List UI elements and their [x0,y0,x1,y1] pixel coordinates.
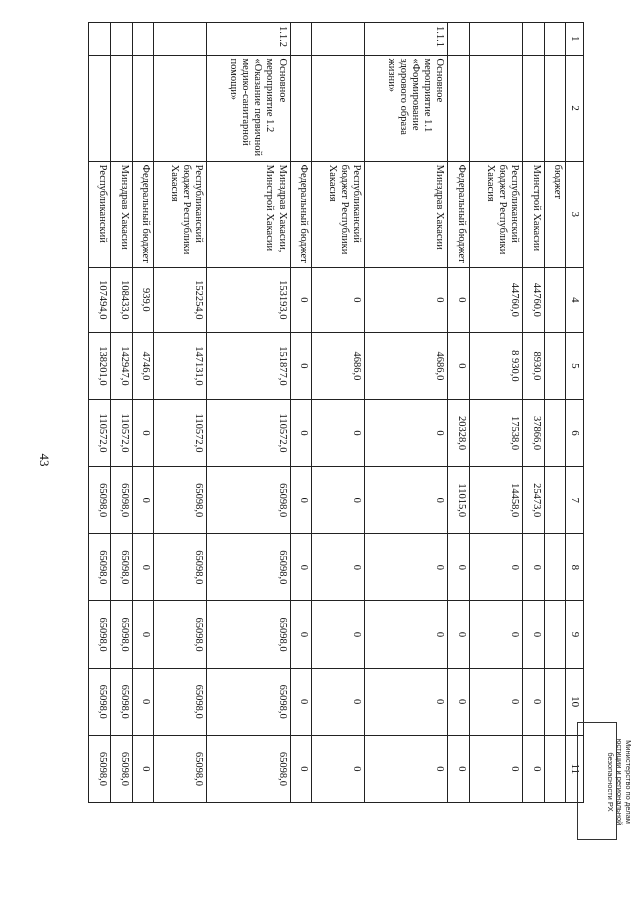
column-header-11: 11 [566,735,584,802]
column-header-8: 8 [566,534,584,601]
table-body [89,23,566,803]
table-cell-c11: 0 [470,735,523,802]
table-cell-c11: 65098,0 [89,735,111,802]
table-cell-c8: 0 [312,534,365,601]
table-cell-c10: 0 [290,668,312,735]
table-cell-c6: 0 [364,399,447,466]
table-cell-c3: Республиканский бюджет Республики Хакасия [154,161,207,267]
table-row [470,23,523,803]
table-cell-c3: Минздрав Хакасии, Минстрой Хакасии [207,161,290,267]
table-cell-c11: 0 [290,735,312,802]
table-cell-c5: 8 930,0 [470,332,523,399]
table-cell-c11: 65098,0 [110,735,132,802]
table-cell-c2 [132,55,154,161]
table-cell-c3: Республиканский бюджет Республики Хакасия [470,161,523,267]
table-cell-c2 [89,55,111,161]
table-cell-c7: 11015,0 [448,467,470,534]
table-cell-c7: 65098,0 [154,467,207,534]
table-cell-c9: 0 [522,601,544,668]
table-cell-c10: 0 [470,668,523,735]
table-cell-c4 [544,267,566,332]
table-cell-c11: 0 [132,735,154,802]
page-number: 43 [37,453,52,467]
table-cell-c2 [522,55,544,161]
table-cell-c4: 0 [290,267,312,332]
table-cell-c3: Федеральный бюджет [290,161,312,267]
table-cell-c1 [544,23,566,56]
table-cell-c9: 0 [312,601,365,668]
table-cell-c8: 0 [290,534,312,601]
table-cell-c6: 17538,0 [470,399,523,466]
table-cell-c4: 153193,0 [207,267,290,332]
table-cell-c10: 65098,0 [110,668,132,735]
table-cell-c11: 0 [312,735,365,802]
table-cell-c1 [312,23,365,56]
table-cell-c10: 0 [132,668,154,735]
table-cell-c7: 0 [364,467,447,534]
table-cell-c2 [544,55,566,161]
table-cell-c5: 4746,0 [132,332,154,399]
table-cell-c7: 25473,0 [522,467,544,534]
table-cell-c3: Федеральный бюджет [448,161,470,267]
table-cell-c5: 4686,0 [364,332,447,399]
table-cell-c4: 107494,0 [89,267,111,332]
column-header-4: 4 [566,267,584,332]
table-cell-c2 [448,55,470,161]
table-cell-c5: 151877,0 [207,332,290,399]
table-cell-c10: 0 [522,668,544,735]
table-cell-c6: 0 [312,399,365,466]
table-cell-c5 [544,332,566,399]
table-cell-c3: Минздрав Хакасии [364,161,447,267]
table-cell-c3: Республиканский бюджет Республики Хакасия [312,161,365,267]
column-header-1: 1 [566,23,584,56]
table-cell-c1 [89,23,111,56]
table-cell-c3: Республиканский [89,161,111,267]
table-cell-c2 [312,55,365,161]
table-cell-c5: 138201,0 [89,332,111,399]
table-cell-c7: 0 [290,467,312,534]
table-cell-c5: 142947,0 [110,332,132,399]
table-cell-c7: 65098,0 [89,467,111,534]
stamp-line-1: Министерство по делам [624,740,633,824]
table-cell-c11: 65098,0 [207,735,290,802]
header-row [566,23,584,803]
table-cell-c11: 0 [448,735,470,802]
table-cell-c4: 0 [364,267,447,332]
table-cell-c6: 37866,0 [522,399,544,466]
table-cell-c10: 65098,0 [207,668,290,735]
table-row [364,23,447,803]
table-row [132,23,154,803]
table-cell-c7: 0 [132,467,154,534]
table-row [312,23,365,803]
table-cell-c3: Федеральный бюджет [132,161,154,267]
table-row [154,23,207,803]
table-cell-c1 [290,23,312,56]
table-cell-c10: 0 [448,668,470,735]
table-row [544,23,566,803]
table-cell-c7: 65098,0 [110,467,132,534]
stamp-line-2: юстиции и региональной [615,738,624,826]
table-cell-c5: 4686,0 [312,332,365,399]
table-cell-c11: 0 [364,735,447,802]
table-cell-c10: 0 [364,668,447,735]
table-cell-c4: 0 [312,267,365,332]
table-cell-c8: 65098,0 [207,534,290,601]
table-cell-c3: Минстрой Хакасии [522,161,544,267]
column-header-7: 7 [566,467,584,534]
table-row [290,23,312,803]
table-cell-c9: 65098,0 [110,601,132,668]
table-cell-c10: 65098,0 [89,668,111,735]
table-cell-c9: 65098,0 [89,601,111,668]
table-cell-c4: 939,0 [132,267,154,332]
table-cell-c3: Минздрав Хакасии [110,161,132,267]
table-cell-c2: Основное мероприятие 1.2 «Оказание первичной медико-санитарной помощи» [207,55,290,161]
table-cell-c8 [544,534,566,601]
table-cell-c2 [154,55,207,161]
table-cell-c8: 65098,0 [154,534,207,601]
table-cell-c4: 108433,0 [110,267,132,332]
table-cell-c8: 0 [448,534,470,601]
table-cell-c2 [290,55,312,161]
column-header-10: 10 [566,668,584,735]
column-header-3: 3 [566,161,584,267]
table-cell-c7: 65098,0 [207,467,290,534]
table-cell-c9: 0 [290,601,312,668]
table-cell-c6: 110572,0 [154,399,207,466]
table-cell-c7: 14458,0 [470,467,523,534]
table-cell-c10 [544,668,566,735]
table-cell-c6 [544,399,566,466]
table-row [89,23,111,803]
table-cell-c8: 65098,0 [89,534,111,601]
table-cell-c9 [544,601,566,668]
table-row [448,23,470,803]
table-cell-c1 [132,23,154,56]
column-header-9: 9 [566,601,584,668]
table-cell-c2 [110,55,132,161]
table-cell-c9: 0 [448,601,470,668]
table-cell-c4: 44760,0 [470,267,523,332]
table-cell-c1 [470,23,523,56]
table-cell-c9: 0 [132,601,154,668]
table-cell-c10: 65098,0 [154,668,207,735]
table-cell-c8: 0 [470,534,523,601]
table-cell-c1 [448,23,470,56]
table-cell-c1 [110,23,132,56]
table-cell-c5: 0 [448,332,470,399]
table-cell-c7: 0 [312,467,365,534]
ministry-stamp [577,722,633,840]
table-cell-c5: 147131,0 [154,332,207,399]
table-cell-c2: Основное мероприятие 1.1 «Формирование здорового образа жизни» [364,55,447,161]
table-cell-c4: 152254,0 [154,267,207,332]
table-cell-c6: 110572,0 [89,399,111,466]
column-header-2: 2 [566,55,584,161]
column-header-5: 5 [566,332,584,399]
table-cell-c1: 1.1.2 [207,23,290,56]
table-cell-c11 [544,735,566,802]
table-cell-c8: 0 [132,534,154,601]
table-cell-c11: 65098,0 [154,735,207,802]
table-cell-c6: 0 [132,399,154,466]
table-cell-c1 [522,23,544,56]
table-cell-c6: 110572,0 [207,399,290,466]
table-cell-c8: 0 [522,534,544,601]
table-cell-c4: 0 [448,267,470,332]
table-row [110,23,132,803]
budget-table [88,22,584,803]
table-cell-c6: 110572,0 [110,399,132,466]
table-cell-c8: 65098,0 [110,534,132,601]
table-cell-c1: 1.1.1 [364,23,447,56]
table-cell-c9: 65098,0 [154,601,207,668]
table-cell-c10: 0 [312,668,365,735]
table-cell-c4: 44760,0 [522,267,544,332]
table-row [207,23,290,803]
table-cell-c5: 0 [290,332,312,399]
table-cell-c8: 0 [364,534,447,601]
table-cell-c3: бюджет [544,161,566,267]
table-cell-c9: 65098,0 [207,601,290,668]
table-cell-c7 [544,467,566,534]
table-row [522,23,544,803]
table-cell-c2 [470,55,523,161]
table-cell-c9: 0 [364,601,447,668]
table-cell-c9: 0 [470,601,523,668]
table-cell-c11: 0 [522,735,544,802]
rotated-budget-table [88,22,584,803]
table-cell-c6: 0 [290,399,312,466]
stamp-line-3: безопасности РХ [606,752,615,812]
table-cell-c6: 20328,0 [448,399,470,466]
table-cell-c5: 8930,0 [522,332,544,399]
column-header-6: 6 [566,399,584,466]
table-cell-c1 [154,23,207,56]
